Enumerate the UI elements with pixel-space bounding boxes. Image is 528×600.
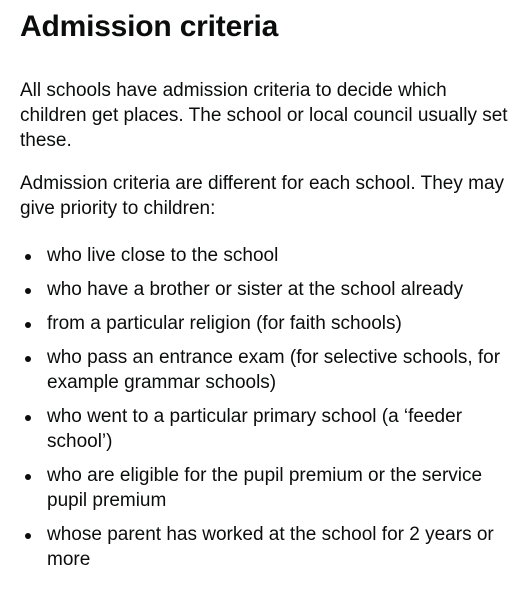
list-item-text: who went to a particular primary school (a ‘feeder school’) xyxy=(47,406,463,452)
list-item-text: whose parent has worked at the school for 2 years or more xyxy=(47,524,494,570)
priority-paragraph: Admission criteria are different for each school. They may give priority to children: xyxy=(20,173,505,219)
list-item xyxy=(20,522,514,572)
list-item-text: who live close to the school xyxy=(47,245,279,266)
list-item xyxy=(20,243,514,268)
list-item xyxy=(20,463,514,513)
bullet-icon xyxy=(25,322,31,328)
list-item-text: from a particular religion (for faith schools) xyxy=(47,313,402,334)
bullet-icon xyxy=(25,356,31,362)
list-item xyxy=(20,311,514,336)
priority-list xyxy=(20,243,514,572)
page-title: Admission criteria xyxy=(20,10,279,43)
list-item xyxy=(20,404,514,454)
bullet-icon xyxy=(25,254,31,260)
list-item-text: who are eligible for the pupil premium or the service pupil premium xyxy=(47,465,483,511)
list-item-text: who have a brother or sister at the school already xyxy=(47,279,464,300)
list-item-text: who pass an entrance exam (for selective schools, for example grammar schools) xyxy=(47,347,501,393)
bullet-icon xyxy=(25,415,31,421)
bullet-icon xyxy=(25,474,31,480)
bullet-icon xyxy=(25,533,31,539)
list-item xyxy=(20,345,514,395)
bullet-icon xyxy=(25,288,31,294)
intro-paragraph: All schools have admission criteria to decide which children get places. The school or local council usually set these. xyxy=(20,80,508,151)
list-item xyxy=(20,277,514,302)
